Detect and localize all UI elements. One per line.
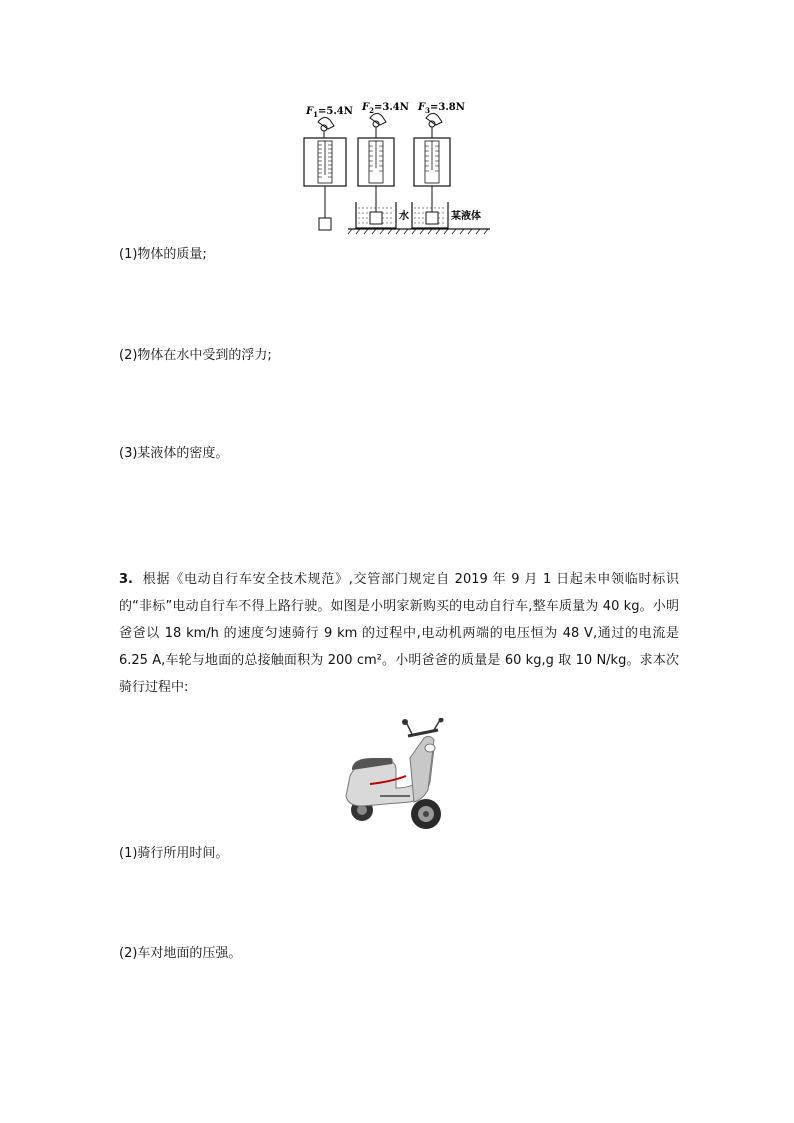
ground-line xyxy=(348,229,490,234)
f2-label: $F_2=3.4N$ xyxy=(362,102,409,115)
q2-part-1: (1)物体的质量; xyxy=(119,247,207,262)
spring-balance-2 xyxy=(356,113,409,228)
water-label: 水 xyxy=(399,211,409,222)
q3-text: 根据《电动自行车安全技术规范》,交管部门规定自 2019 年 9 月 1 日起未申领临时标识的“非标”电动自行车不得上路行驶。如图是小明家新购买的电动自行车,整车质量为 40 kg。小明爸爸以 18 km/h 的速度匀速骑行 9 km 的过程中,电动机两端的电压恒为 48 V,通过的电流是 6.25 A,车轮与地面的总接触面积为 200 cm²。小明爸爸的质量是 60 kg,g 取 10 N/kg。求本次骑行过程中: xyxy=(119,572,680,695)
q3-number: 3. xyxy=(119,572,133,587)
f3-label: $F_3=3.8N$ xyxy=(418,102,465,115)
q2-part-2: (2)物体在水中受到的浮力; xyxy=(119,348,272,363)
spring-balance-3 xyxy=(412,113,481,228)
spring-balance-1 xyxy=(304,117,346,230)
q2-part-3: (3)某液体的密度。 xyxy=(119,446,229,461)
f1-label: $F_1=5.4N$ xyxy=(306,106,353,119)
electric-scooter-image xyxy=(340,718,450,838)
q3-part-2: (2)车对地面的压强。 xyxy=(119,946,242,961)
q3-paragraph xyxy=(119,566,679,701)
spring-balance-figure xyxy=(300,98,500,238)
q3-part-1: (1)骑行所用时间。 xyxy=(119,846,229,861)
liquid-label: 某液体 xyxy=(451,211,481,222)
